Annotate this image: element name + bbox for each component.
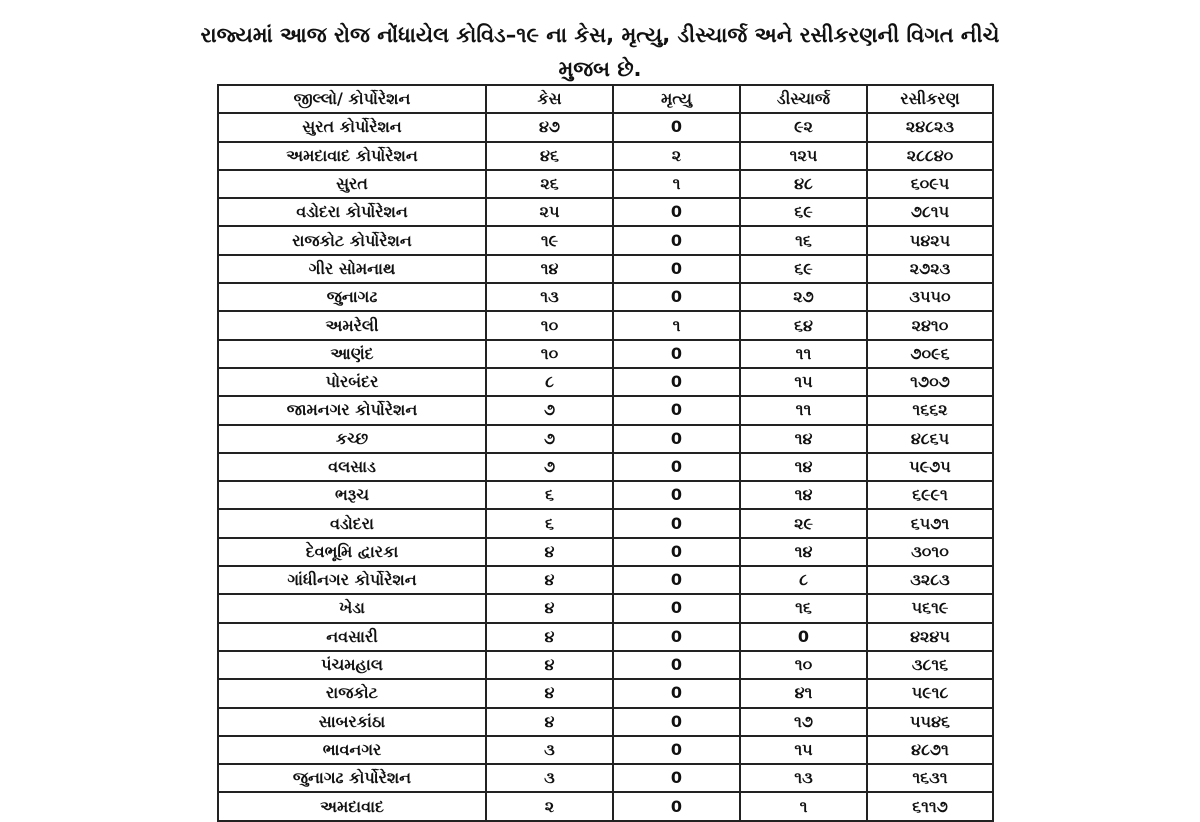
table-row bbox=[218, 340, 993, 368]
cell-district: જુનાગઢ bbox=[218, 283, 486, 311]
cell-vaccination: ૧૬૩૧ bbox=[867, 764, 993, 792]
cell-discharge: ૬૯ bbox=[740, 255, 867, 283]
header-cases: કેસ bbox=[486, 85, 613, 113]
table-header bbox=[218, 85, 993, 113]
cell-district: રાજકોટ bbox=[218, 679, 486, 707]
cell-district: પોરબંદર bbox=[218, 368, 486, 396]
cell-district: વડોદરા કોર્પોરેશન bbox=[218, 198, 486, 226]
cell-district: જામનગર કોર્પોરેશન bbox=[218, 396, 486, 424]
cell-discharge: ૪૧ bbox=[740, 679, 867, 707]
cell-deaths: 0 bbox=[613, 736, 740, 764]
cell-deaths: 0 bbox=[613, 651, 740, 679]
cell-district: અમદાવાદ કોર્પોરેશન bbox=[218, 142, 486, 170]
cell-discharge: ૧૭ bbox=[740, 708, 867, 736]
cell-cases: ૪ bbox=[486, 651, 613, 679]
cell-cases: ૬ bbox=[486, 481, 613, 509]
cell-vaccination: ૬૧૧૭ bbox=[867, 792, 993, 820]
cell-cases: ૧૪ bbox=[486, 255, 613, 283]
cell-vaccination: ૪૮૭૧ bbox=[867, 736, 993, 764]
cell-vaccination: ૧૬૬૨ bbox=[867, 396, 993, 424]
cell-deaths: 0 bbox=[613, 255, 740, 283]
heading-line-1: રાજ્યમાં આજ રોજ નોંધાયેલ કોવિડ–૧૯ ના કેસ, મૃત્યુ, ડીસ્ચાર્જ અને રસીકરણની વિગત નીચે bbox=[200, 23, 1000, 47]
cell-cases: ૨૫ bbox=[486, 198, 613, 226]
cell-cases: ૩ bbox=[486, 736, 613, 764]
cell-district: ખેડા bbox=[218, 594, 486, 622]
cell-cases: ૧૯ bbox=[486, 226, 613, 254]
table-row bbox=[218, 425, 993, 453]
cell-vaccination: ૩૦૧૦ bbox=[867, 538, 993, 566]
cell-deaths: 0 bbox=[613, 509, 740, 537]
cell-vaccination: ૨૪૧૦ bbox=[867, 311, 993, 339]
cell-district: સાબરકાંઠા bbox=[218, 708, 486, 736]
cell-vaccination: ૭૮૧૫ bbox=[867, 198, 993, 226]
cell-district: અમરેલી bbox=[218, 311, 486, 339]
cell-cases: ૬ bbox=[486, 509, 613, 537]
cell-deaths: 0 bbox=[613, 283, 740, 311]
cell-deaths: ૧ bbox=[613, 311, 740, 339]
table-row bbox=[218, 764, 993, 792]
cell-discharge: ૨૭ bbox=[740, 283, 867, 311]
cell-discharge: ૧૪ bbox=[740, 481, 867, 509]
cell-district: ભાવનગર bbox=[218, 736, 486, 764]
header-discharge: ડીસ્ચાર્જ bbox=[740, 85, 867, 113]
cell-vaccination: ૨૮૮૪૦ bbox=[867, 142, 993, 170]
cell-deaths: 0 bbox=[613, 113, 740, 141]
cell-deaths: 0 bbox=[613, 594, 740, 622]
cell-vaccination: ૫૯૧૮ bbox=[867, 679, 993, 707]
table-row bbox=[218, 453, 993, 481]
cell-cases: ૭ bbox=[486, 425, 613, 453]
cell-district: દેવભૂમિ દ્વારકા bbox=[218, 538, 486, 566]
cell-district: ગીર સોમનાથ bbox=[218, 255, 486, 283]
cell-cases: ૨૬ bbox=[486, 170, 613, 198]
header-row bbox=[218, 85, 993, 113]
table-row bbox=[218, 538, 993, 566]
cell-discharge: ૮ bbox=[740, 566, 867, 594]
cell-discharge: ૧૬ bbox=[740, 226, 867, 254]
cell-vaccination: ૫૯૭૫ bbox=[867, 453, 993, 481]
table-row bbox=[218, 651, 993, 679]
cell-deaths: 0 bbox=[613, 538, 740, 566]
cell-vaccination: ૬૫૭૧ bbox=[867, 509, 993, 537]
cell-cases: ૪ bbox=[486, 594, 613, 622]
cell-discharge: ૪૮ bbox=[740, 170, 867, 198]
table-row bbox=[218, 679, 993, 707]
cell-discharge: ૬૪ bbox=[740, 311, 867, 339]
cell-district: જુનાગઢ કોર્પોરેશન bbox=[218, 764, 486, 792]
table-row bbox=[218, 792, 993, 820]
cell-deaths: 0 bbox=[613, 340, 740, 368]
cell-discharge: ૧૬ bbox=[740, 594, 867, 622]
cell-discharge: ૨૯ bbox=[740, 509, 867, 537]
header-deaths: મૃત્યુ bbox=[613, 85, 740, 113]
cell-deaths: 0 bbox=[613, 481, 740, 509]
cell-cases: ૭ bbox=[486, 396, 613, 424]
table-row bbox=[218, 708, 993, 736]
cell-vaccination: ૪૨૪૫ bbox=[867, 623, 993, 651]
cell-district: વડોદરા bbox=[218, 509, 486, 537]
cell-district: પંચમહાલ bbox=[218, 651, 486, 679]
cell-cases: ૪ bbox=[486, 708, 613, 736]
table-row bbox=[218, 170, 993, 198]
cell-deaths: 0 bbox=[613, 453, 740, 481]
cell-cases: ૪ bbox=[486, 679, 613, 707]
table-row bbox=[218, 283, 993, 311]
table-row bbox=[218, 509, 993, 537]
cell-deaths: 0 bbox=[613, 623, 740, 651]
cell-cases: ૧૩ bbox=[486, 283, 613, 311]
table-row bbox=[218, 396, 993, 424]
cell-deaths: 0 bbox=[613, 368, 740, 396]
cell-vaccination: ૫૪૨૫ bbox=[867, 226, 993, 254]
cell-cases: ૪ bbox=[486, 538, 613, 566]
cell-vaccination: ૩૨૮૩ bbox=[867, 566, 993, 594]
cell-discharge: ૧૨૫ bbox=[740, 142, 867, 170]
header-district: જીલ્લો/ કોર્પોરેશન bbox=[218, 85, 486, 113]
cell-discharge: ૧૧ bbox=[740, 396, 867, 424]
cell-cases: ૨ bbox=[486, 792, 613, 820]
cell-deaths: 0 bbox=[613, 198, 740, 226]
cell-cases: ૪૬ bbox=[486, 142, 613, 170]
covid-district-table bbox=[217, 84, 994, 822]
cell-vaccination: ૧૭૦૭ bbox=[867, 368, 993, 396]
cell-district: અમદાવાદ bbox=[218, 792, 486, 820]
cell-deaths: 0 bbox=[613, 792, 740, 820]
cell-discharge: ૧૪ bbox=[740, 425, 867, 453]
cell-discharge: ૧ bbox=[740, 792, 867, 820]
cell-cases: ૪ bbox=[486, 566, 613, 594]
table-row bbox=[218, 481, 993, 509]
table-row bbox=[218, 736, 993, 764]
cell-deaths: 0 bbox=[613, 226, 740, 254]
cell-district: ભરૂચ bbox=[218, 481, 486, 509]
heading-line-2: મુજબ છે. bbox=[558, 57, 642, 81]
cell-discharge: ૧૪ bbox=[740, 538, 867, 566]
cell-cases: ૩ bbox=[486, 764, 613, 792]
table-row bbox=[218, 255, 993, 283]
table-row bbox=[218, 594, 993, 622]
cell-district: રાજકોટ કોર્પોરેશન bbox=[218, 226, 486, 254]
table-body bbox=[218, 113, 993, 820]
table-row bbox=[218, 368, 993, 396]
table-row bbox=[218, 113, 993, 141]
cell-cases: ૧૦ bbox=[486, 340, 613, 368]
cell-cases: ૪૭ bbox=[486, 113, 613, 141]
cell-discharge: ૧૧ bbox=[740, 340, 867, 368]
cell-discharge: ૯૨ bbox=[740, 113, 867, 141]
table-row bbox=[218, 142, 993, 170]
cell-cases: ૮ bbox=[486, 368, 613, 396]
header-vaccination: રસીકરણ bbox=[867, 85, 993, 113]
cell-deaths: 0 bbox=[613, 764, 740, 792]
cell-deaths: ૨ bbox=[613, 142, 740, 170]
cell-discharge: ૧૦ bbox=[740, 651, 867, 679]
cell-deaths: 0 bbox=[613, 708, 740, 736]
cell-vaccination: ૬૦૯૫ bbox=[867, 170, 993, 198]
cell-vaccination: ૭૦૯૬ bbox=[867, 340, 993, 368]
cell-discharge: ૧૪ bbox=[740, 453, 867, 481]
table-row bbox=[218, 226, 993, 254]
cell-deaths: 0 bbox=[613, 425, 740, 453]
table-row bbox=[218, 566, 993, 594]
table-row bbox=[218, 198, 993, 226]
cell-discharge: 0 bbox=[740, 623, 867, 651]
cell-district: આણંદ bbox=[218, 340, 486, 368]
cell-vaccination: ૩૮૧૬ bbox=[867, 651, 993, 679]
cell-cases: ૭ bbox=[486, 453, 613, 481]
cell-discharge: ૧૫ bbox=[740, 368, 867, 396]
cell-vaccination: ૪૮૬૫ bbox=[867, 425, 993, 453]
cell-district: ગાંધીનગર કોર્પોરેશન bbox=[218, 566, 486, 594]
cell-vaccination: ૨૪૮૨૩ bbox=[867, 113, 993, 141]
cell-cases: ૧૦ bbox=[486, 311, 613, 339]
cell-vaccination: ૩૫૫૦ bbox=[867, 283, 993, 311]
cell-cases: ૪ bbox=[486, 623, 613, 651]
cell-discharge: ૧૩ bbox=[740, 764, 867, 792]
cell-discharge: ૧૫ bbox=[740, 736, 867, 764]
cell-deaths: 0 bbox=[613, 566, 740, 594]
cell-district: સુરત bbox=[218, 170, 486, 198]
document-heading bbox=[0, 18, 1200, 86]
table-row bbox=[218, 623, 993, 651]
cell-district: વલસાડ bbox=[218, 453, 486, 481]
cell-district: કચ્છ bbox=[218, 425, 486, 453]
table-row bbox=[218, 311, 993, 339]
cell-discharge: ૬૯ bbox=[740, 198, 867, 226]
cell-district: સુરત કોર્પોરેશન bbox=[218, 113, 486, 141]
cell-vaccination: ૫૫૪૬ bbox=[867, 708, 993, 736]
cell-district: નવસારી bbox=[218, 623, 486, 651]
cell-vaccination: ૨૭૨૩ bbox=[867, 255, 993, 283]
cell-deaths: 0 bbox=[613, 396, 740, 424]
cell-vaccination: ૬૯૯૧ bbox=[867, 481, 993, 509]
cell-vaccination: ૫૬૧૯ bbox=[867, 594, 993, 622]
cell-deaths: 0 bbox=[613, 679, 740, 707]
cell-deaths: ૧ bbox=[613, 170, 740, 198]
